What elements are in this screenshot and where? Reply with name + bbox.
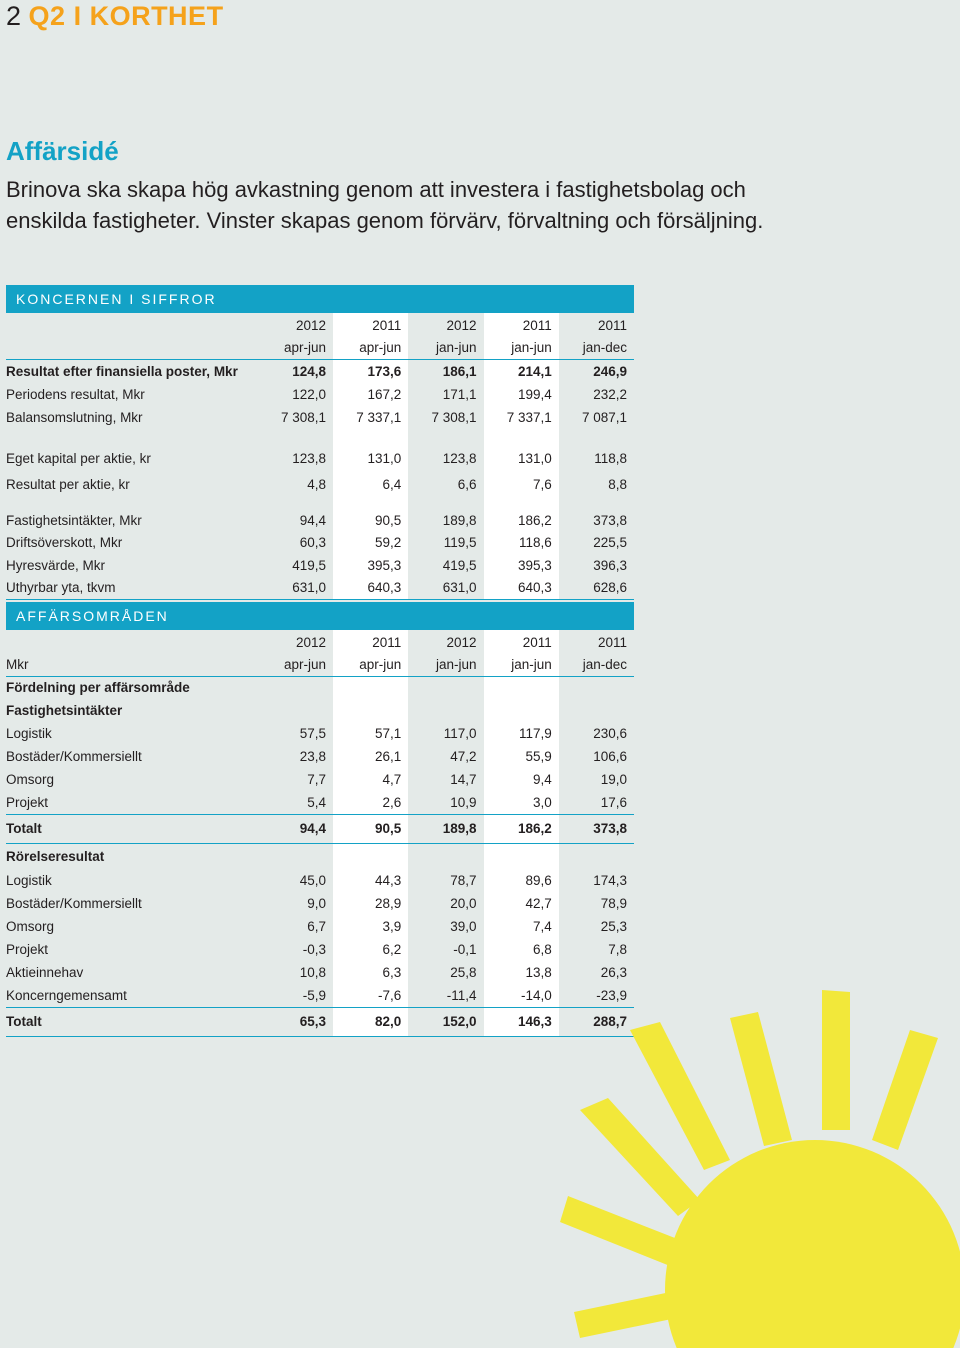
koncernen-table-block <box>6 285 634 600</box>
year-header-row <box>6 313 634 337</box>
page-header <box>6 0 224 32</box>
table-row: Resultat efter finansiella poster, Mkr 124,8 173,6 186,1 214,1 246,9 <box>6 359 634 383</box>
table-row: Driftsöverskott, Mkr 60,3 59,2 119,5 118,6 225,5 <box>6 531 634 553</box>
year-cell: 2011 <box>484 313 559 337</box>
table-row: Projekt -0,3 6,2 -0,1 6,8 7,8 <box>6 938 634 961</box>
year-cell: 2011 <box>333 630 408 654</box>
period-cell: apr-jun <box>258 654 333 676</box>
sun-ray <box>730 1012 792 1146</box>
year-cell: 2011 <box>484 630 559 654</box>
sun-ray <box>872 1030 938 1150</box>
year-cell: 2012 <box>295 317 327 333</box>
period-cell: apr-jun <box>333 337 408 359</box>
affarsomraden-title: AFFÄRSOMRÅDEN <box>6 602 634 630</box>
table-row: Fastighetsintäkter, Mkr 94,4 90,5 189,8 186,2 373,8 <box>6 509 634 531</box>
table-row: Logistik 45,0 44,3 78,7 89,6 174,3 <box>6 869 634 892</box>
period-cell: jan-dec <box>559 337 634 359</box>
period-cell: jan-jun <box>484 337 559 359</box>
table-row: Hyresvärde, Mkr 419,5 395,3 419,5 395,3 396,3 <box>6 553 634 577</box>
affarsomraden-table-block <box>6 602 634 1037</box>
year-cell: 2012 <box>295 634 327 650</box>
total-row: Totalt 65,3 82,0 152,0 146,3 288,7 <box>6 1007 634 1036</box>
period-cell: apr-jun <box>258 337 333 359</box>
table-row: Logistik 57,5 57,1 117,0 117,9 230,6 <box>6 722 634 745</box>
year-header-row <box>6 630 634 654</box>
year-cell: 2012 <box>446 317 477 333</box>
table-row: Resultat per aktie, kr 4,8 6,4 6,6 7,6 8,8 <box>6 471 634 497</box>
table-row: Uthyrbar yta, tkvm 631,0 640,3 631,0 640,3 628,6 <box>6 577 634 599</box>
period-header-row <box>6 654 634 676</box>
page-title: Q2 I KORTHET <box>28 1 224 31</box>
sun-ray <box>822 990 850 1130</box>
total-row: Totalt 94,4 90,5 189,8 186,2 373,8 <box>6 814 634 843</box>
sun-ray <box>574 1290 686 1338</box>
table-row: Projekt 5,4 2,6 10,9 3,0 17,6 <box>6 791 634 814</box>
table-row: Balansomslutning, Mkr 7 308,1 7 337,1 7 308,1 7 337,1 7 087,1 <box>6 405 634 429</box>
table-row: Bostäder/Kommersiellt 9,0 28,9 20,0 42,7 78,9 <box>6 892 634 915</box>
subtitle-row: Fördelning per affärsområde <box>6 676 634 699</box>
page-number: 2 <box>6 1 22 31</box>
year-cell: 2012 <box>446 634 477 650</box>
affarside-title: Affärsidé <box>6 136 119 166</box>
table-row: Omsorg 6,7 3,9 39,0 7,4 25,3 <box>6 915 634 938</box>
period-cell: jan-dec <box>559 654 634 676</box>
period-cell: apr-jun <box>333 654 408 676</box>
table-row: Bostäder/Kommersiellt 23,8 26,1 47,2 55,9 106,6 <box>6 745 634 768</box>
group-heading-row: Rörelseresultat <box>6 843 634 869</box>
table-row: Omsorg 7,7 4,7 14,7 9,4 19,0 <box>6 768 634 791</box>
affarside-text: Brinova ska skapa hög avkastning genom att investera i fastighetsbolag och enskilda fastigheter. Vinster skapas genom förvärv, förvaltning och försäljning. <box>6 177 764 233</box>
table-row: Koncerngemensamt -5,9 -7,6 -11,4 -14,0 -23,9 <box>6 984 634 1007</box>
year-cell: 2011 <box>333 313 408 337</box>
period-header-row <box>6 337 634 359</box>
table-row: Periodens resultat, Mkr 122,0 167,2 171,1 199,4 232,2 <box>6 383 634 405</box>
period-cell: jan-jun <box>408 654 483 676</box>
group-heading-row: Fastighetsintäkter <box>6 699 634 722</box>
sun-ray <box>560 1196 680 1266</box>
sun-disc <box>665 1140 960 1348</box>
unit-label: Mkr <box>6 654 258 676</box>
table-row: Eget kapital per aktie, kr 123,8 131,0 123,8 131,0 118,8 <box>6 445 634 471</box>
table-row: Aktieinnehav 10,8 6,3 25,8 13,8 26,3 <box>6 961 634 984</box>
affarsomraden-table <box>6 630 634 1037</box>
period-cell: jan-jun <box>484 654 559 676</box>
period-cell: jan-jun <box>408 337 483 359</box>
year-cell: 2011 <box>597 634 627 650</box>
koncernen-title: KONCERNEN I SIFFROR <box>6 285 634 313</box>
year-cell: 2011 <box>597 317 627 333</box>
sun-illustration <box>560 990 960 1348</box>
koncernen-table <box>6 313 634 600</box>
